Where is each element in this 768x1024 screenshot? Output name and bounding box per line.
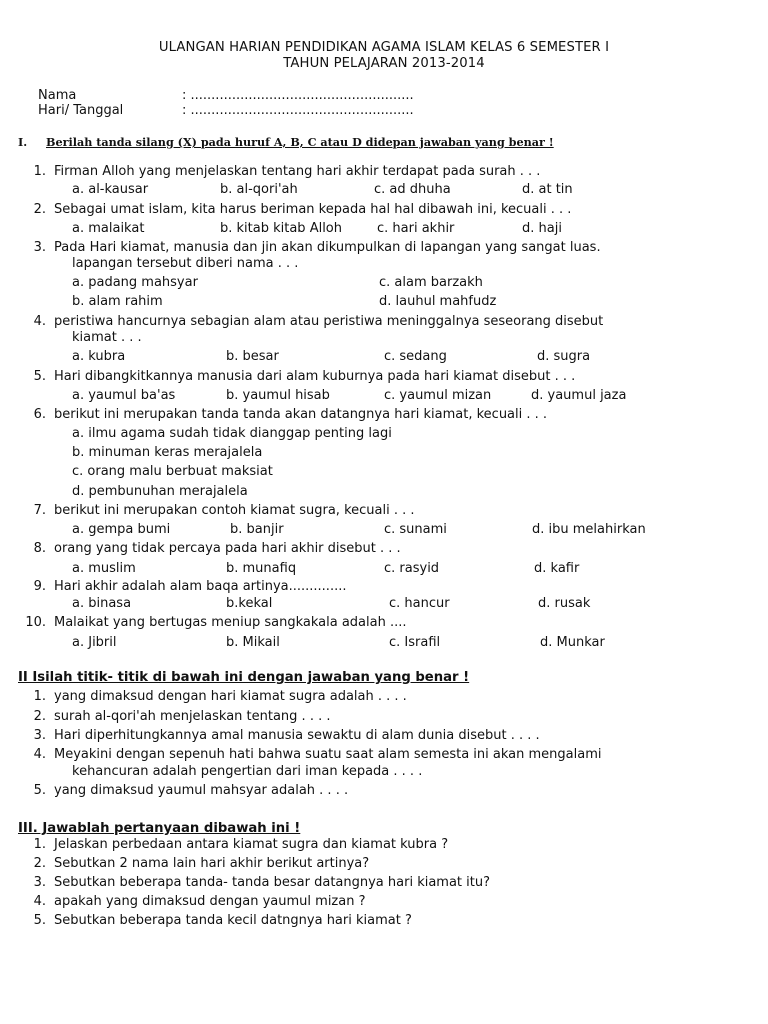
academic-year: TAHUN PELAJARAN 2013-2014 (283, 56, 485, 71)
item-number: 3. (33, 875, 46, 890)
date-label: Hari/ Tanggal (38, 103, 124, 118)
question-number: 10. (25, 615, 46, 630)
item-number: 3. (33, 728, 46, 743)
item-number: 1. (33, 837, 46, 852)
item-number: 1. (33, 689, 46, 704)
question-text-continued: lapangan tersebut diberi nama . . . (72, 256, 299, 271)
option-c: c. ad dhuha (374, 182, 451, 197)
option-c: c. hari akhir (377, 221, 455, 236)
option-d: d. sugra (537, 349, 591, 364)
item-text: surah al-qori'ah menjelaskan tentang . . . . (54, 709, 331, 724)
option-b: b. yaumul hisab (226, 388, 330, 403)
option-c: c. orang malu berbuat maksiat (72, 464, 273, 479)
option-d: d. pembunuhan merajalela (72, 484, 248, 499)
option-c: c. Israfil (389, 635, 441, 650)
option-a: a. yaumul ba'as (72, 388, 176, 403)
question-text: peristiwa hancurnya sebagian alam atau peristiwa meninggalnya seseorang disebut (54, 314, 604, 329)
item-number: 5. (33, 783, 46, 798)
item-text: Sebutkan beberapa tanda- tanda besar datangnya hari kiamat itu? (54, 875, 491, 890)
option-b: b. besar (226, 349, 279, 364)
question-text: Firman Alloh yang menjelaskan tentang hari akhir terdapat pada surah . . . (54, 164, 541, 179)
option-a: a. ilmu agama sudah tidak dianggap penting lagi (72, 426, 392, 441)
question-text: Hari dibangkitkannya manusia dari alam kuburnya pada hari kiamat disebut . . . (54, 369, 576, 384)
option-c: c. hancur (389, 596, 450, 611)
question-text: berikut ini merupakan contoh kiamat sugra, kecuali . . . (54, 503, 415, 518)
option-d: d. rusak (538, 596, 591, 611)
section-1-instruction: Berilah tanda silang (X) pada huruf A, B, C atau D didepan jawaban yang benar ! (46, 135, 554, 149)
question-text-continued: kiamat . . . (72, 330, 142, 345)
question-number: 1. (33, 164, 46, 179)
option-a: a. kubra (72, 349, 126, 364)
item-text: apakah yang dimaksud dengan yaumul mizan ? (54, 894, 366, 909)
section-2-heading: II Isilah titik- titik di bawah ini dengan jawaban yang benar ! (18, 670, 470, 685)
option-d: d. at tin (522, 182, 573, 197)
option-a: a. Jibril (72, 635, 117, 650)
option-a: a. al-kausar (72, 182, 149, 197)
item-text: Sebutkan beberapa tanda kecil datngnya hari kiamat ? (54, 913, 412, 928)
option-b: b. minuman keras merajalela (72, 445, 263, 460)
option-a: a. binasa (72, 596, 132, 611)
option-b: b. munafiq (226, 561, 297, 576)
option-b: b. banjir (230, 522, 284, 537)
option-a: a. gempa bumi (72, 522, 171, 537)
item-text: Sebutkan 2 nama lain hari akhir berikut artinya? (54, 856, 370, 871)
option-a: a. muslim (72, 561, 136, 576)
item-number: 5. (33, 913, 46, 928)
question-text: Hari akhir adalah alam baqa artinya.............. (54, 579, 347, 594)
option-b: b.kekal (226, 596, 273, 611)
question-text: orang yang tidak percaya pada hari akhir disebut . . . (54, 541, 401, 556)
option-b: b. kitab kitab Alloh (220, 221, 343, 236)
option-a: a. malaikat (72, 221, 145, 236)
item-number: 2. (33, 856, 46, 871)
question-number: 2. (33, 202, 46, 217)
option-b: b. al-qori'ah (220, 182, 298, 197)
item-text: Jelaskan perbedaan antara kiamat sugra dan kiamat kubra ? (54, 837, 449, 852)
question-number: 7. (33, 503, 46, 518)
question-number: 4. (33, 314, 46, 329)
question-number: 9. (33, 579, 46, 594)
name-blank: : ...................................................... (182, 88, 414, 103)
option-c: c. alam barzakh (379, 275, 483, 290)
item-text-continued: kehancuran adalah pengertian dari iman kepada . . . . (72, 764, 423, 779)
section-3-heading: III. Jawablah pertanyaan dibawah ini ! (18, 821, 301, 836)
option-c: c. yaumul mizan (384, 388, 492, 403)
question-text: Pada Hari kiamat, manusia dan jin akan dikumpulkan di lapangan yang sangat luas. (54, 240, 601, 255)
option-b: b. alam rahim (72, 294, 163, 309)
item-number: 4. (33, 894, 46, 909)
question-number: 5. (33, 369, 46, 384)
option-d: d. yaumul jaza (531, 388, 627, 403)
option-d: d. lauhul mahfudz (379, 294, 497, 309)
item-text: Hari diperhitungkannya amal manusia sewaktu di alam dunia disebut . . . . (54, 728, 540, 743)
item-text: yang dimaksud yaumul mahsyar adalah . . . . (54, 783, 349, 798)
option-c: c. rasyid (384, 561, 440, 576)
option-c: c. sedang (384, 349, 447, 364)
option-d: d. kafir (534, 561, 580, 576)
question-text: Malaikat yang bertugas meniup sangkakala adalah .... (54, 615, 407, 630)
question-number: 8. (33, 541, 46, 556)
question-number: 6. (33, 407, 46, 422)
option-a: a. padang mahsyar (72, 275, 198, 290)
question-number: 3. (33, 240, 46, 255)
question-text: Sebagai umat islam, kita harus beriman kepada hal hal dibawah ini, kecuali . . . (54, 202, 572, 217)
name-label: Nama (38, 88, 77, 103)
option-c: c. sunami (384, 522, 447, 537)
question-text: berikut ini merupakan tanda tanda akan datangnya hari kiamat, kecuali . . . (54, 407, 548, 422)
item-text: yang dimaksud dengan hari kiamat sugra adalah . . . . (54, 689, 407, 704)
exam-title: ULANGAN HARIAN PENDIDIKAN AGAMA ISLAM KELAS 6 SEMESTER I (158, 40, 610, 55)
option-d: d. ibu melahirkan (532, 522, 646, 537)
item-text: Meyakini dengan sepenuh hati bahwa suatu saat alam semesta ini akan mengalami (54, 747, 602, 762)
item-number: 2. (33, 709, 46, 724)
section-1-number: I. (18, 135, 28, 149)
date-blank: : ...................................................... (182, 103, 414, 118)
option-b: b. Mikail (226, 635, 280, 650)
item-number: 4. (33, 747, 46, 762)
option-d: d. Munkar (540, 635, 605, 650)
option-d: d. haji (522, 221, 562, 236)
